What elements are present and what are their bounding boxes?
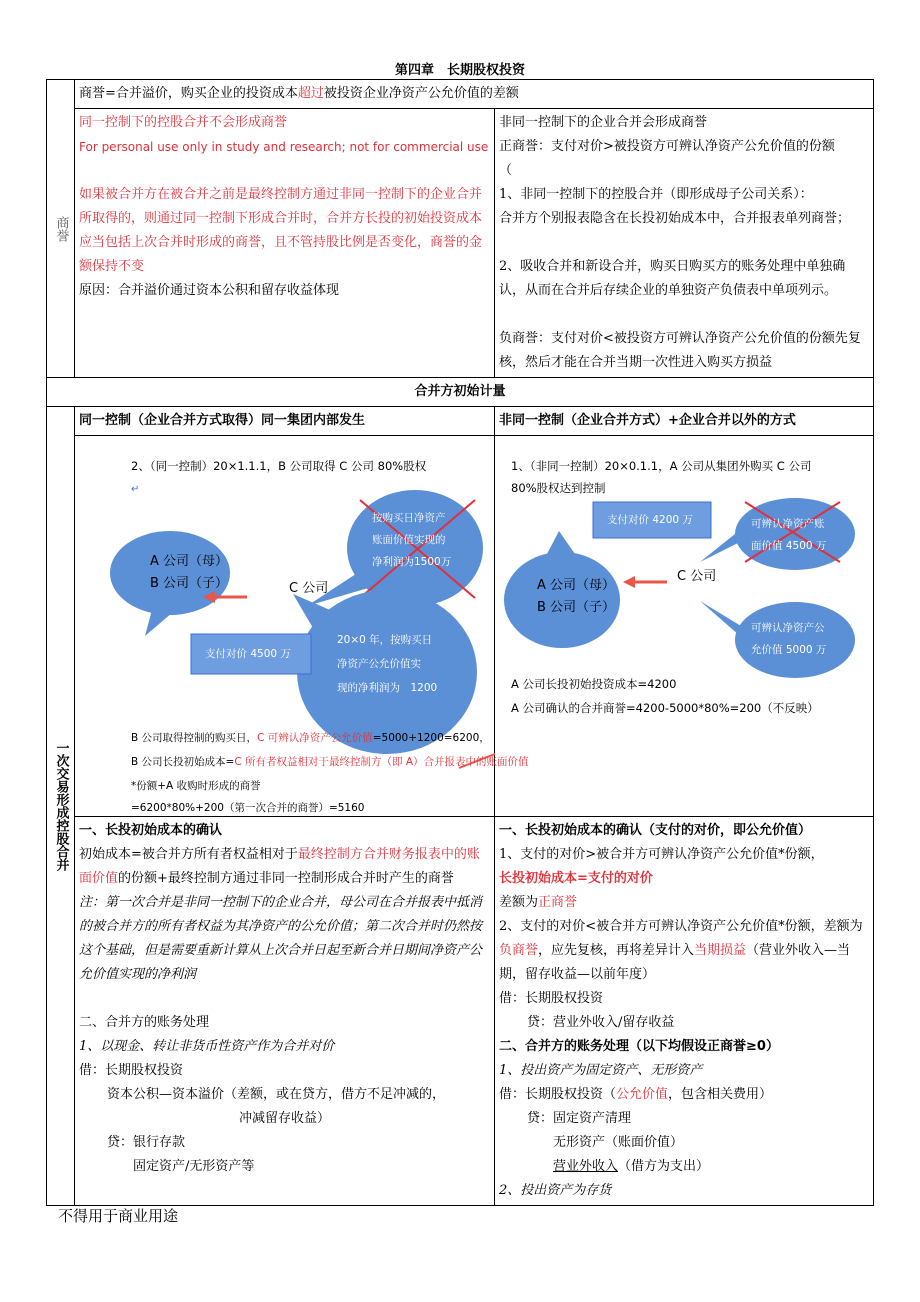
right-para-1-red: 长投初始成本=支付的对价 — [499, 871, 653, 886]
crossed-bubble-line-3: 净利润为1500万 — [372, 556, 452, 568]
page-title: 第四章 长期股权投资 — [394, 63, 525, 78]
left-section-2-title: 二、合并方的账务处理 — [79, 1015, 210, 1030]
goodwill-left-paragraph: 如果被合并方在被合并之前是最终控制方通过非同一控制下的企业合并所取得的，则通过同一控制下形成合并时，合并方长投的初始投资成本应当包括上次合并时形成的商誉，且不管持股比例是否变化，商誉的金额保持不变 — [79, 187, 483, 274]
left-note: 注：第一次合并是非同一控制下的企业合并，母公司在合并报表中抵消的被合并方的所有者权益为其净资产的公允价值；第二次合并时仍然按这个基础，但是需要重新计算从上次合并日起至新合并日期间净资产公允价值实现的净利润 — [79, 895, 483, 982]
goodwill-row-label: 商誉 — [47, 80, 75, 378]
right-para-2: 2、支付的对价<被合并方可辨认净资产公允价值*份额，差额为负商誉，应先复核，再将差异计入当期损益（营业外收入—当期，留存收益—以前年度） — [499, 919, 863, 982]
crossed-bubble-line-1: 按购买日净资产 — [372, 512, 446, 524]
target-company-label: C 公司 — [289, 581, 329, 596]
right-intangible: 无形资产（账面价值） — [553, 1135, 684, 1150]
right-result-2: A 公司确认的合并商誉=4200-5000*80%=200（不反映） — [511, 701, 819, 715]
goodwill-right-heading: 非同一控制下的企业合并会形成商誉 — [499, 115, 708, 130]
content-table — [46, 79, 874, 1206]
profit-bubble-line-3: 现的净利润为 1200 — [337, 682, 438, 694]
goodwill-left-reason: 原因：合并溢价通过资本公积和留存收益体现 — [79, 283, 340, 298]
right-section-2-sub-1: 1、投出资产为固定资产、无形资产 — [499, 1063, 703, 1078]
right-crossed-line-1: 可辨认净资产账 — [751, 518, 825, 530]
right-crossed-line-2: 面价值 4500 万 — [751, 540, 827, 552]
right-debit-2: 借：长期股权投资（公允价值，包含相关费用） — [499, 1087, 773, 1102]
diagram-left-line-2b: *份额+A 收购时形成的商誉 — [131, 780, 261, 792]
pay-box-left-label: 支付对价 4500 万 — [205, 648, 291, 660]
footer-note: 不得用于商业用途 — [58, 1207, 179, 1225]
left-section-2-sub: 1、以现金、转让非货币性资产作为合并对价 — [79, 1039, 335, 1054]
left-credit-2: 固定资产/无形资产等 — [133, 1159, 255, 1174]
right-section-2-sub-2: 2、投出资产为存货 — [499, 1183, 612, 1198]
diagram-left: 2、（同一控制）20×1.1.1，B 公司取得 C 公司 80%股权 ↵ A 公司（母） B 公司（子） C 公司 按购买日净资产 账面价值实现的 净利润为1500万 20×0 年，按购买日 净资产公允价值实 现的净利润为 1200 支付对价 4500 万 B 公司取得控制的购买日，C 可辨认净资产公允价值=5000+1200=6200， B 公司长投初始成本=C 所有者权益相对于最终控制方（即 A）合并报表中的账面价值 *份额+A 收购时形成的商誉 =6200*80%+200（第一次合并的商誉）=5160 — [75, 436, 495, 817]
diagram-left-line-1: B 公司取得控制的购买日，C 可辨认净资产公允价值=5000+1200=6200， — [131, 732, 490, 744]
left-capital-reserve-2: 冲减留存收益） — [238, 1111, 330, 1126]
right-section-2-title: 二、合并方的账务处理（以下均假设正商誉≥0） — [499, 1039, 779, 1054]
right-section-1-title: 一、长投初始成本的确认（支付的对价，即公允价值） — [499, 823, 812, 838]
col-left-header: 同一控制（企业合并方式取得）同一集团内部发生 — [75, 407, 495, 436]
right-parent-label: A 公司（母） — [537, 578, 616, 593]
goodwill-definition: 商誉=合并溢价，购买企业的投资成本超过被投资企业净资产公允价值的差额 — [75, 80, 874, 109]
diagram-right-heading-2: 80%股权达到控制 — [511, 481, 606, 495]
parent-company-label: A 公司（母） — [150, 554, 229, 569]
crossed-bubble-line-2: 账面价值实现的 — [372, 534, 446, 546]
right-diff: 差额为正商誉 — [499, 895, 578, 910]
left-debit: 借：长期股权投资 — [79, 1063, 184, 1078]
diagram-left-line-2: B 公司长投初始成本=C 所有者权益相对于最终控制方（即 A）合并报表中的账面价值 — [131, 756, 529, 768]
left-section-1-title: 一、长投初始成本的确认 — [79, 823, 223, 838]
positive-goodwill: 正商誉：支付对价>被投资方可辨认净资产公允价值的份额 — [499, 139, 835, 154]
child-company-label: B 公司（子） — [150, 576, 229, 591]
pay-box-right-label: 支付对价 4200 万 — [607, 514, 693, 526]
right-credit-2: 贷：固定资产清理 — [527, 1111, 632, 1126]
right-fair-line-2: 允价值 5000 万 — [751, 644, 827, 656]
right-target-label: C 公司 — [677, 569, 717, 584]
goodwill-item-1: 1、非同一控制下的控股合并（即形成母子公司关系）： — [499, 187, 813, 202]
right-debit: 借：长期股权投资 — [499, 991, 604, 1006]
col-right-header: 非同一控制（企业合并方式）+企业合并以外的方式 — [495, 407, 874, 436]
left-text-cell — [75, 817, 495, 1206]
profit-bubble-line-2: 净资产公允价值实 — [337, 658, 421, 670]
diagram-right — [495, 436, 874, 817]
right-income: 营业外收入（借方为支出） — [553, 1159, 710, 1174]
right-fair-line-1: 可辨认净资产公 — [751, 622, 825, 634]
right-child-label: B 公司（子） — [537, 600, 616, 615]
diagram-left-line-3: =6200*80%+200（第一次合并的商誉）=5160 — [131, 802, 365, 814]
profit-bubble-line-1: 20×0 年，按购买日 — [337, 634, 433, 646]
diagram-left-heading: 2、（同一控制）20×1.1.1，B 公司取得 C 公司 80%股权 — [131, 459, 427, 473]
right-result-1: A 公司长投初始投资成本=4200 — [511, 677, 677, 691]
left-capital-reserve: 资本公积—资本溢价（差额，或在贷方，借方不足冲减的， — [107, 1087, 446, 1102]
left-credit: 贷：银行存款 — [107, 1135, 186, 1150]
diagram-right-heading-1: 1、（非同一控制）20×0.1.1，A 公司从集团外购买 C 公司 — [511, 459, 812, 473]
goodwill-left-heading: 同一控制下的控股合并不会形成商誉 — [79, 115, 288, 130]
right-credit: 贷：营业外收入/留存收益 — [527, 1015, 675, 1030]
goodwill-item-2: 2、吸收合并和新设合并，购买日购买方的账务处理中单独确认，从而在合并后存续企业的单独资产负债表中单项列示。 — [499, 259, 846, 298]
personal-use-notice: For personal use only in study and research; not for commercial use — [79, 140, 489, 154]
goodwill-item-1-detail: 合并方个别报表隐含在长投初始成本中，合并报表单列商誉； — [499, 211, 851, 226]
right-para-1: 1、支付的对价>被合并方可辨认净资产公允价值*份额， — [499, 847, 824, 862]
goodwill-left-cell — [75, 109, 495, 378]
goodwill-right-cell: 非同一控制下的企业合并会形成商誉 正商誉：支付对价>被投资方可辨认净资产公允价值的份额 （ 1、非同一控制下的控股合并（即形成母子公司关系）： 合并方个别报表隐含在长投初始成本中，合并报表单列商誉； 2、吸收合并和新设合并，购买日购买方的账务处理中单独确认，从而在合并后存续企业的单独资产负债表中单项列示。 负商誉：支付对价<被投资方可辨认净资产公允价值的份额先复核，然后才能在合并当期一次性进入购买方损益 — [495, 109, 874, 378]
negative-goodwill: 负商誉：支付对价<被投资方可辨认净资产公允价值的份额先复核，然后才能在合并当期一次性进入购买方损益 — [499, 331, 861, 370]
left-section-1-body: 初始成本=被合并方所有者权益相对于最终控制方合并财务报表中的账面价值的份额+最终控制方通过非同一控制形成合并时产生的商誉 — [79, 847, 480, 886]
right-text-cell — [495, 817, 874, 1206]
side-label: 一次交易形成控股合并 — [47, 407, 75, 1206]
measure-header: 合并方初始计量 — [47, 378, 874, 407]
